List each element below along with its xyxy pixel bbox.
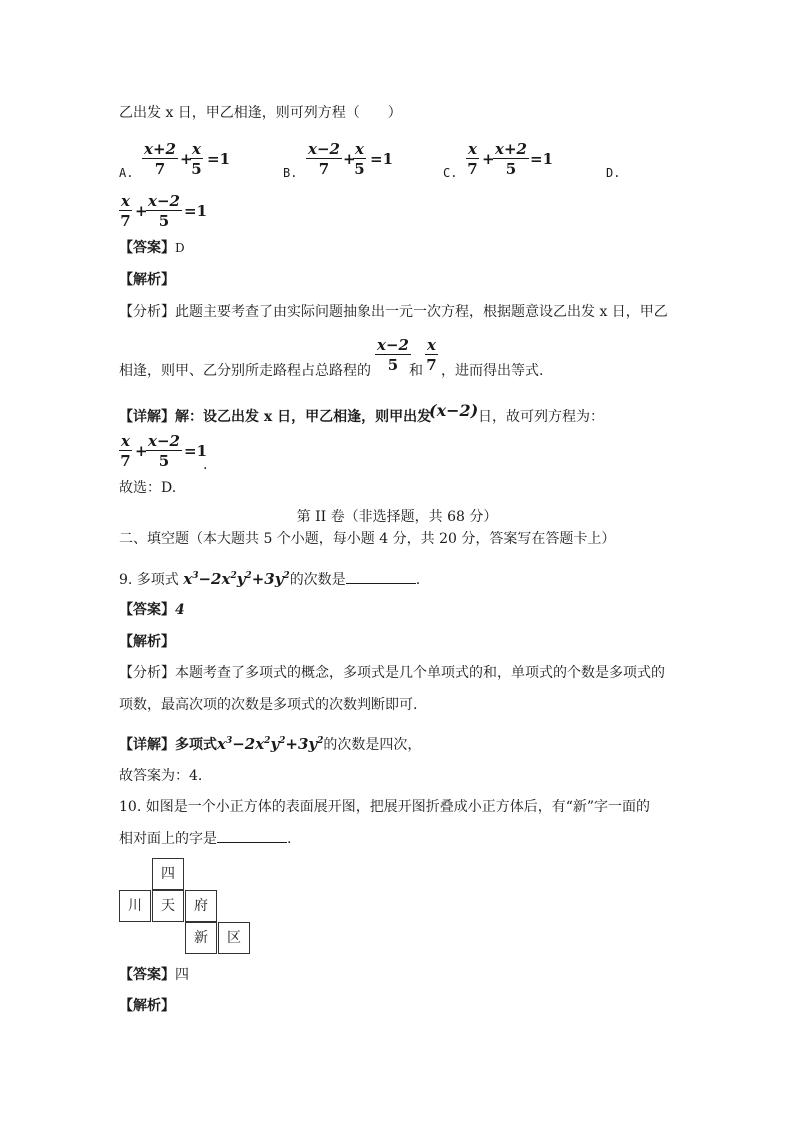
exponent: 2 [317,736,324,746]
polynomial [183,570,289,588]
analysis-heading: 【解析】 [119,998,175,1014]
analysis-text: 【分析】此题主要考查了由实际问题抽象出一元一次方程，根据题意设乙出发 x 日，甲乙 [119,304,668,320]
denominator: 7 [318,160,330,178]
stem-text: 的次数是 [289,572,346,588]
numerator: x−2 [148,432,180,450]
numerator: x−2 [308,140,340,158]
numerator: x [192,140,201,158]
text-and: 和 [409,363,423,379]
operator: + [180,150,193,168]
numerator: x−2 [377,336,409,354]
fraction [425,336,438,375]
polynomial [217,735,323,753]
answer-blank [346,583,416,584]
fraction [306,140,342,179]
denominator: 5 [191,160,202,178]
exponent: 2 [230,571,237,581]
detail-text: 【详解】解：设乙出发 x 日，甲乙相逢，则甲出发 [119,409,432,425]
net-cell: 区 [218,922,250,954]
numerator: x+2 [495,140,527,158]
operator: + [135,442,148,460]
option-letter: D. [606,166,621,180]
numerator: x+2 [144,140,176,158]
section-title: 第 II 卷（非选择题，共 68 分） [296,509,498,525]
equals-one: =1 [184,442,208,460]
term: x [217,735,226,753]
fraction [146,432,182,471]
exponent: 2 [279,736,286,746]
analysis-text-continued [119,362,371,380]
denominator: 5 [158,452,170,470]
answer-value: 4 [175,602,185,618]
term: −2x [232,735,265,753]
denominator: 5 [387,356,399,374]
net-cell: 四 [152,858,184,890]
question-9 [119,570,420,589]
analysis-text-continued: 项数，最高次项的次数是多项式的次数判断即可. [119,697,418,713]
equals-one: =1 [207,150,231,168]
exponent: 2 [245,571,252,581]
equals-one: =1 [370,150,394,168]
expression: (x−2) [429,401,479,420]
option-letter: C. [443,166,458,180]
net-cell: 天 [152,890,184,922]
denominator: 7 [467,160,478,178]
answer-label: 【答案】 [119,240,175,256]
fraction [190,140,203,179]
exponent: 2 [264,736,271,746]
analysis-text: 【分析】本题考查了多项式的概念，多项式是几个单项式的和，单项式的个数是多项式的 [119,665,665,681]
period: . [203,457,208,473]
denominator: 7 [154,160,166,178]
answer-label: 【答案】 [119,602,175,618]
text-segment: 相逢，则甲、乙分别所走路程占总路程的 [119,363,371,379]
exponent: 3 [192,571,199,581]
exponent: 2 [283,571,290,581]
net-cell: 新 [185,922,217,954]
detail-text: 日，故可列方程为： [478,409,604,425]
fraction [119,192,132,231]
detail-text: 的次数是四次， [323,737,422,753]
denominator: 5 [505,160,517,178]
equals-one: =1 [530,150,554,168]
conclusion: 故答案为：4. [119,768,203,784]
fraction [353,140,366,179]
text-segment: ，进而得出等式. [441,363,544,379]
numerator: x [355,140,364,158]
analysis-heading: 【解析】 [119,634,175,650]
fraction [375,336,411,375]
numerator: x [121,432,130,450]
stem-end: . [415,572,421,588]
section-heading: 二、填空题（本大题共 5 个小题，每小题 4 分，共 20 分，答案写在答题卡上） [119,531,616,547]
stem-end: . [287,831,292,847]
fraction [142,140,178,179]
analysis-heading: 【解析】 [119,272,175,288]
net-cell: 府 [185,890,217,922]
denominator: 7 [120,452,131,470]
net-cell: 川 [119,890,151,922]
question-intro: 乙出发 x 日，甲乙相逢，则可列方程（ ） [119,105,402,121]
answer-line [119,601,185,619]
denominator: 7 [426,356,437,374]
detail-line [119,408,431,426]
detail-line [119,735,421,754]
detail-text: 【详解】多项式 [119,737,217,753]
numerator: x [427,336,436,354]
stem-text: 9. 多项式 [119,572,179,588]
fraction [146,192,182,231]
answer-blank [217,842,287,843]
exponent: 3 [225,736,233,746]
numerator: x [121,192,130,210]
term: y [270,735,280,753]
term: −2x [198,570,231,588]
fraction [493,140,529,179]
denominator: 7 [120,212,131,230]
numerator: x [468,140,477,158]
fraction [119,432,132,471]
operator: + [135,202,148,220]
operator: + [482,150,495,168]
question-10: 10. 如图是一个小正方体的表面展开图，把展开图折叠成小正方体后，有“新”字一面的 [119,799,651,815]
answer-line [119,966,189,984]
fraction [466,140,479,179]
term: +3y [251,570,284,588]
answer-value: 四 [175,967,189,983]
term: y [236,570,246,588]
answer-value: D [175,241,185,255]
cube-net-figure [119,858,259,958]
equals-one: =1 [184,202,208,220]
conclusion: 故选：D. [119,480,177,496]
term: x [183,570,193,588]
question-10-continued [119,830,291,848]
numerator: x−2 [148,192,180,210]
operator: + [343,150,356,168]
denominator: 5 [158,212,170,230]
stem-text: 相对面上的字是 [119,831,217,847]
option-letter: B. [283,166,298,180]
answer-label: 【答案】 [119,967,175,983]
term: +3y [285,735,318,753]
answer-line [119,239,185,257]
denominator: 5 [354,160,365,178]
option-letter: A. [119,166,134,180]
